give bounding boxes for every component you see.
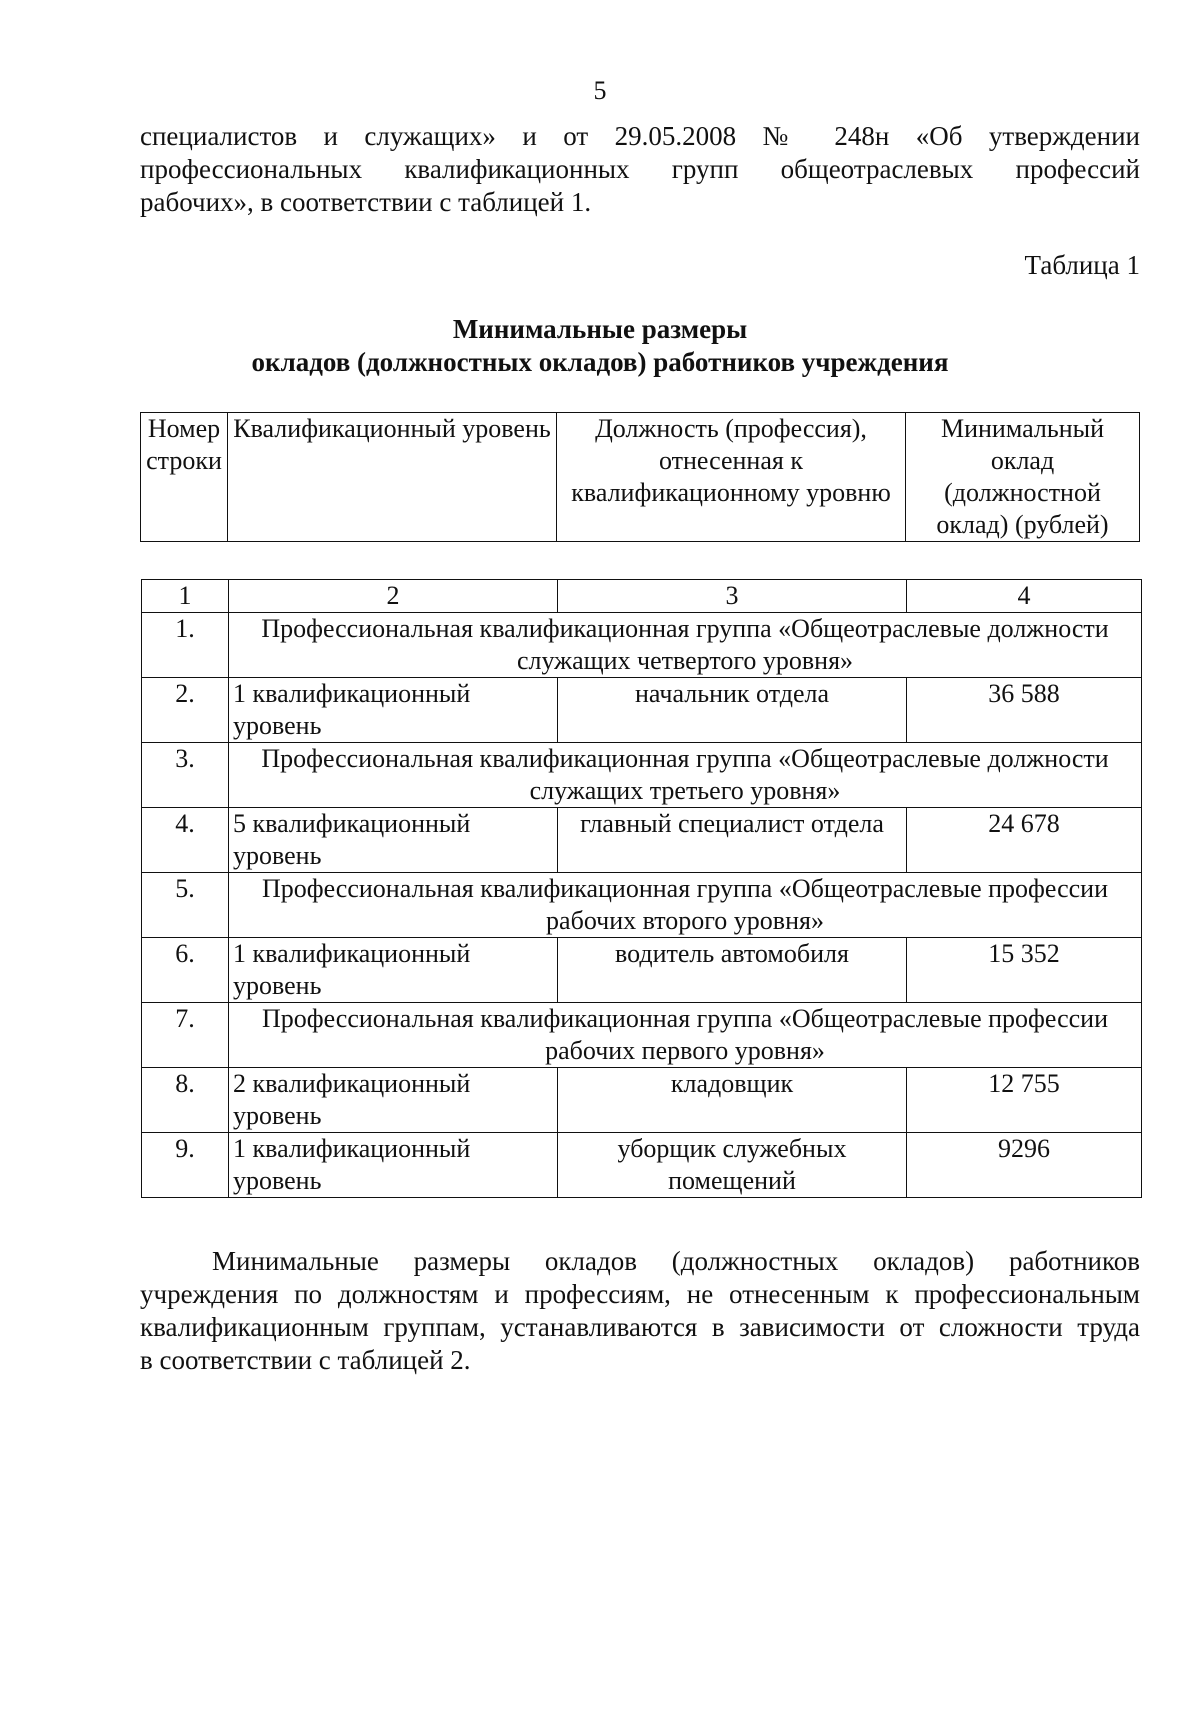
table-header <box>140 412 1140 542</box>
group-row <box>142 1003 1142 1068</box>
row-number: 4. <box>142 808 229 873</box>
group-name: Профессиональная квалификационная группа «Общеотраслевые профессии рабочих первого уровня» <box>229 1003 1142 1068</box>
group-name: Профессиональная квалификационная группа «Общеотраслевые должности служащих третьего уровня» <box>229 743 1142 808</box>
qualification-level: 1 квалификационный уровень <box>229 678 558 743</box>
min-salary: 36 588 <box>907 678 1142 743</box>
position: кладовщик <box>558 1068 907 1133</box>
min-salary: 15 352 <box>907 938 1142 1003</box>
qualification-level: 5 квалификационный уровень <box>229 808 558 873</box>
position: водитель автомобиля <box>558 938 907 1003</box>
min-salary: 24 678 <box>907 808 1142 873</box>
table-label: Таблица 1 <box>1024 250 1140 280</box>
salary-table <box>141 579 1142 1198</box>
row-number: 7. <box>142 1003 229 1068</box>
table-title <box>0 313 1200 379</box>
header-qualification-level: Квалификационный уровень <box>228 413 557 542</box>
table-row <box>142 1068 1142 1133</box>
header-row-number: Номер строки <box>141 413 228 542</box>
column-number: 4 <box>907 580 1142 613</box>
qualification-level: 2 квалификационный уровень <box>229 1068 558 1133</box>
table-row <box>142 1133 1142 1198</box>
header-position: Должность (профессия), отнесенная к квалификационному уровню <box>557 413 906 542</box>
column-number: 2 <box>229 580 558 613</box>
header-min-salary: Минимальный оклад (должностной оклад) (рублей) <box>906 413 1140 542</box>
closing-line: квалификационным группам, устанавливаются в зависимости от сложности труда <box>140 1312 1140 1342</box>
group-row <box>142 613 1142 678</box>
qualification-level: 1 квалификационный уровень <box>229 938 558 1003</box>
closing-line: учреждения по должностям и профессиям, не отнесенным к профессиональным <box>140 1279 1140 1309</box>
row-number: 3. <box>142 743 229 808</box>
closing-line: в соответствии с таблицей 2. <box>140 1345 471 1375</box>
min-salary: 12 755 <box>907 1068 1142 1133</box>
row-number: 2. <box>142 678 229 743</box>
column-number-row <box>142 580 1142 613</box>
row-number: 8. <box>142 1068 229 1133</box>
row-number: 6. <box>142 938 229 1003</box>
min-salary: 9296 <box>907 1133 1142 1198</box>
intro-line: специалистов и служащих» и от 29.05.2008 № 248н «Об утверждении <box>140 121 1140 151</box>
row-number: 5. <box>142 873 229 938</box>
intro-line: рабочих», в соответствии с таблицей 1. <box>140 187 592 217</box>
group-row <box>142 743 1142 808</box>
closing-line: Минимальные размеры окладов (должностных окладов) работников <box>212 1246 1140 1276</box>
closing-paragraph <box>140 1245 1140 1377</box>
row-number: 9. <box>142 1133 229 1198</box>
table-row <box>142 808 1142 873</box>
position: начальник отдела <box>558 678 907 743</box>
column-number: 1 <box>142 580 229 613</box>
group-name: Профессиональная квалификационная группа «Общеотраслевые профессии рабочих второго уровня» <box>229 873 1142 938</box>
position: уборщик служебных помещений <box>558 1133 907 1198</box>
table-title-line: Минимальные размеры <box>452 314 748 344</box>
table-title-line: окладов (должностных окладов) работников учреждения <box>251 347 949 377</box>
position: главный специалист отдела <box>558 808 907 873</box>
group-row <box>142 873 1142 938</box>
qualification-level: 1 квалификационный уровень <box>229 1133 558 1198</box>
intro-line: профессиональных квалификационных групп общеотраслевых профессий <box>140 154 1140 184</box>
page-number: 5 <box>593 76 607 105</box>
column-number: 3 <box>558 580 907 613</box>
header-row <box>141 413 1140 542</box>
intro-paragraph <box>140 120 1140 219</box>
table-row <box>142 678 1142 743</box>
row-number: 1. <box>142 613 229 678</box>
table-row <box>142 938 1142 1003</box>
group-name: Профессиональная квалификационная группа «Общеотраслевые должности служащих четвертого уровня» <box>229 613 1142 678</box>
